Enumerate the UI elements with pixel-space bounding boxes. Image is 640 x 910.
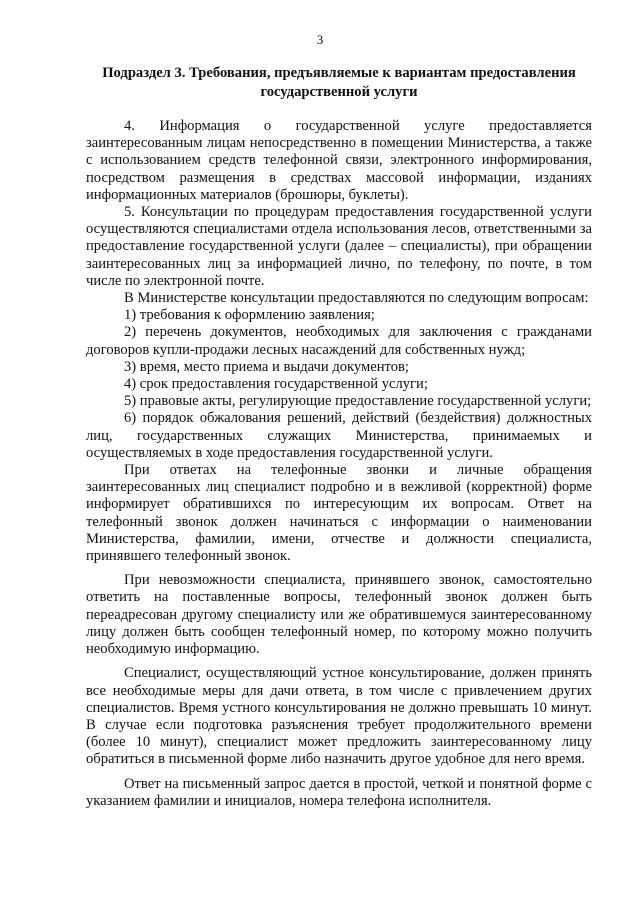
section-heading: Подраздел 3. Требования, предъявляемые к вариантам предоставления государственной услуги xyxy=(102,65,576,100)
list-item-1: 1) требования к оформлению заявления; xyxy=(124,307,375,324)
list-item-2: 2) перечень документов, необходимых для заключения с гражданами договоров купли-продажи лесных насаждений для собственных нужд; xyxy=(86,324,592,358)
list-item-5: 5) правовые акты, регулирующие предоставление государственной услуги; xyxy=(124,393,592,410)
list-item-4: 4) срок предоставления государственной услуги; xyxy=(124,376,428,393)
paragraph-consultation-topics: В Министерстве консультации предоставляются по следующим вопросам: xyxy=(124,290,589,307)
paragraph-item-5: 5. Консультации по процедурам предоставления государственной услуги осуществляются специалистами отдела использования лесов, ответственными за предоставление государственной услуги (далее – специалисты), при обращении заинтересованных лиц за информацией лично, по телефону, по почте, в том числе по электронной почте. xyxy=(86,204,592,289)
paragraph-written-answer: Ответ на письменный запрос дается в простой, четкой и понятной форме с указанием фамилии и инициалов, номера телефона исполнителя. xyxy=(86,775,592,809)
paragraph-redirect: При невозможности специалиста, принявшего звонок, самостоятельно ответить на поставленные вопросы, телефонный звонок должен быть переадресован другому специалисту или же обратившемуся заинтересованному лицу должен быть сообщен телефонный номер, по которому можно получить необходимую информацию. xyxy=(86,572,592,658)
page-number: 3 xyxy=(316,32,324,47)
list-item-6: 6) порядок обжалования решений, действий (бездействия) должностных лиц, государственных служащих Министерства, принимаемых и осуществляемых в ходе предоставления государственной услуги. xyxy=(86,410,592,461)
document-body xyxy=(86,118,592,810)
paragraph-oral-consulting: Специалист, осуществляющий устное консультирование, должен принять все необходимые меры для дачи ответа, в том числе с привлечением других специалистов. Время устного консультирования не должно превышать 10 минут. В случае если подготовка разъяснения требует продолжительного времени (более 10 минут), специалист может предложить заинтересованному лицу обратиться в письменной форме либо назначить другое удобное для него время. xyxy=(86,665,592,768)
list-item-3: 3) время, место приема и выдачи документов; xyxy=(124,358,409,375)
paragraph-item-4: 4. Информация о государственной услуге предоставляется заинтересованным лицам непосредственно в помещении Министерства, а также с использованием средств телефонной связи, электронного информирования, посредством размещения в средствах массовой информации, изданиях информационных материалов (брошюры, буклеты). xyxy=(86,118,592,203)
paragraph-phone-answers: При ответах на телефонные звонки и личные обращения заинтересованных лиц специалист подробно и в вежливой (корректной) форме информирует обратившихся по интересующим их вопросам. Ответ на телефонный звонок должен начинаться с информации о наименовании Министерства, фамилии, имени, отчестве и должности специалиста, принявшего телефонный звонок. xyxy=(86,462,592,565)
